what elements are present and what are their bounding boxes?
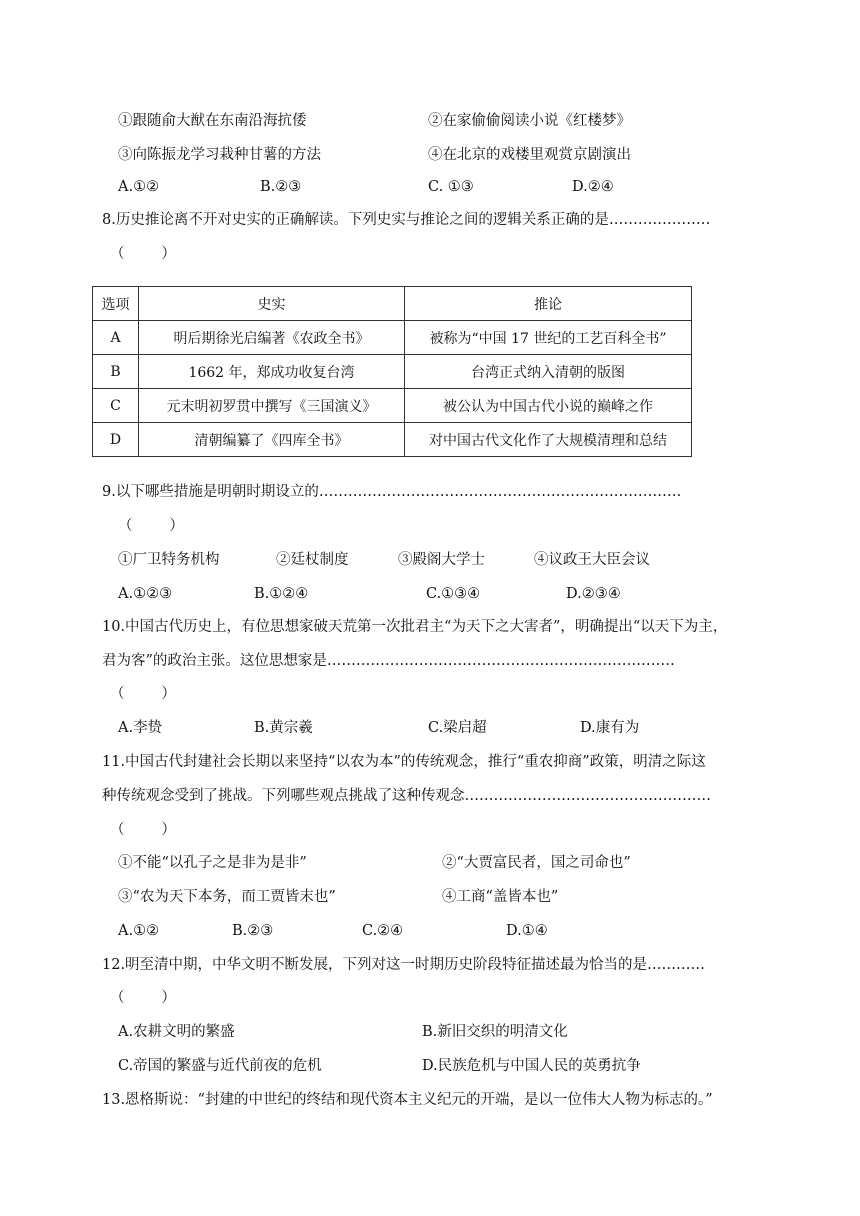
- q12-answer-paren: （ ）: [110, 990, 176, 1006]
- q10-stem-line1: 10.中国古代历史上，有位思想家破天荒第一次批君主“为天下之大害者”，明确提出“以天下为主，: [102, 619, 728, 635]
- table-cell: 元末明初罗贯中撰写《三国演义》: [139, 389, 405, 423]
- table-cell: 1662 年，郑成功收复台湾: [139, 355, 405, 389]
- q12-option-d: D.民族危机与中国人民的英勇抗争: [422, 1058, 641, 1074]
- q11-item-1: ①不能“以孔子之是非为是非”: [118, 855, 307, 871]
- q7-item-1: ①跟随俞大猷在东南沿海抗倭: [118, 113, 307, 129]
- table-cell: A: [93, 321, 139, 355]
- q11-item-4: ④工商“盖皆本也”: [442, 889, 559, 905]
- q10-answer-paren: （ ）: [110, 686, 176, 702]
- q8-answer-paren: （ ）: [110, 246, 176, 262]
- table-cell: D: [93, 423, 139, 457]
- q11-stem-line1: 11.中国古代封建社会长期以来坚持“以农为本”的传统观念，推行“重农抑商”政策，明清之际这: [102, 754, 706, 770]
- q7-option-b: B.②③: [260, 179, 302, 195]
- q12-option-c: C.帝国的繁盛与近代前夜的危机: [118, 1058, 322, 1074]
- q8-table: [92, 286, 692, 457]
- table-cell: 台湾正式纳入清朝的版图: [405, 355, 692, 389]
- q7-option-a: A.①②: [118, 179, 160, 195]
- q11-option-c: C.②④: [362, 923, 404, 939]
- q9-item-2: ②廷杖制度: [276, 552, 349, 568]
- table-row: [93, 355, 692, 389]
- q10-stem-line2: 君为客”的政治主张。这位思想家是………………………………………………………………: [102, 653, 675, 669]
- q10-option-d: D.康有为: [580, 720, 640, 736]
- q11-option-d: D.①④: [506, 923, 548, 939]
- q10-option-b: B.黄宗羲: [254, 720, 313, 736]
- q7-item-4: ④在北京的戏楼里观赏京剧演出: [428, 147, 631, 163]
- q9-option-a: A.①②③: [118, 586, 173, 602]
- table-row: [93, 423, 692, 457]
- table-cell: 被公认为中国古代小说的巅峰之作: [405, 389, 692, 423]
- table-row: [93, 321, 692, 355]
- table-header-row: [93, 287, 692, 321]
- table-row: [93, 389, 692, 423]
- q9-item-3: ③殿阁大学士: [398, 552, 485, 568]
- q8-stem: 8.历史推论离不开对史实的正确解读。下列史实与推论之间的逻辑关系正确的是…………………: [102, 212, 711, 228]
- q9-option-d: D.②③④: [566, 586, 621, 602]
- q10-option-a: A.李贽: [118, 720, 163, 736]
- q9-option-c: C.①③④: [426, 586, 481, 602]
- table-cell: C: [93, 389, 139, 423]
- q11-option-b: B.②③: [232, 923, 274, 939]
- table-cell: 被称为“中国 17 世纪的工艺百科全书”: [405, 321, 692, 355]
- q9-answer-paren: （ ）: [118, 518, 184, 534]
- table-cell: 清朝编纂了《四库全书》: [139, 423, 405, 457]
- q9-stem: 9.以下哪些措施是明朝时期设立的…………………………………………………………………: [102, 484, 682, 500]
- q11-option-a: A.①②: [118, 923, 160, 939]
- q11-item-2: ②“大贾富民者，国之司命也”: [442, 855, 631, 871]
- q11-answer-paren: （ ）: [110, 822, 176, 838]
- q7-item-3: ③向陈振龙学习栽种甘薯的方法: [118, 147, 321, 163]
- q10-option-c: C.梁启超: [428, 720, 487, 736]
- table-header-option: 选项: [93, 287, 139, 321]
- q13-stem: 13.恩格斯说：“封建的中世纪的终结和现代资本主义纪元的开端，是以一位伟大人物为标志的。”: [102, 1092, 713, 1108]
- table-cell: B: [93, 355, 139, 389]
- q7-item-2: ②在家偷偷阅读小说《红楼梦》: [428, 113, 631, 129]
- q11-stem-line2: 种传统观念受到了挑战。下列哪些观点挑战了这种传观念……………………………………………: [102, 788, 711, 804]
- q7-option-c: C. ①③: [428, 179, 474, 195]
- q12-option-b: B.新旧交织的明清文化: [422, 1024, 568, 1040]
- table-header-inference: 推论: [405, 287, 692, 321]
- table-header-fact: 史实: [139, 287, 405, 321]
- table-cell: 对中国古代文化作了大规模清理和总结: [405, 423, 692, 457]
- q12-stem: 12.明至清中期，中华文明不断发展，下列对这一时期历史阶段特征描述最为恰当的是…………: [102, 957, 706, 973]
- q12-option-a: A.农耕文明的繁盛: [118, 1024, 235, 1040]
- table-cell: 明后期徐光启编著《农政全书》: [139, 321, 405, 355]
- q9-option-b: B.①②④: [254, 586, 309, 602]
- q9-item-4: ④议政王大臣会议: [534, 552, 650, 568]
- q7-option-d: D.②④: [572, 179, 614, 195]
- q11-item-3: ③“农为天下本务，而工贾皆末也”: [118, 889, 336, 905]
- q9-item-1: ①厂卫特务机构: [118, 552, 220, 568]
